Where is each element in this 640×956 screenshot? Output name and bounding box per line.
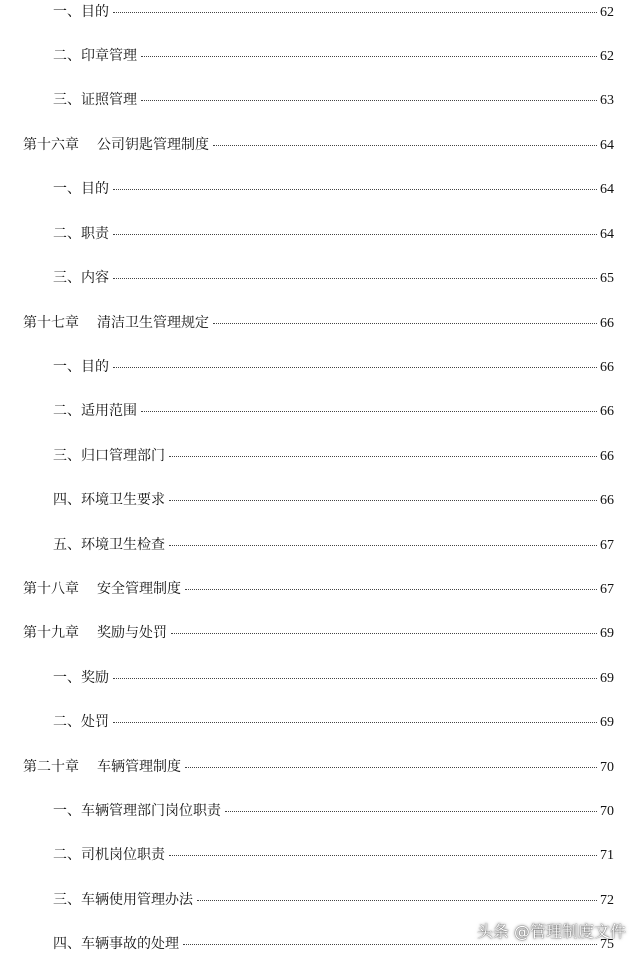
section-title: 目的 bbox=[81, 181, 109, 197]
toc-entry[interactable] bbox=[53, 890, 614, 910]
dot-leader bbox=[113, 367, 597, 368]
section-title: 车辆事故的处理 bbox=[81, 936, 179, 952]
chapter-title: 清洁卫生管理规定 bbox=[97, 315, 209, 331]
toc-entry[interactable] bbox=[53, 2, 614, 22]
dot-leader bbox=[185, 767, 597, 768]
dot-leader bbox=[171, 633, 597, 634]
section-number: 一、 bbox=[53, 4, 81, 20]
toc-entry[interactable] bbox=[53, 535, 614, 555]
page-number: 63 bbox=[600, 93, 614, 108]
chapter-number: 第十八章 bbox=[23, 581, 79, 597]
page-number: 71 bbox=[600, 848, 614, 863]
toc-entry[interactable] bbox=[53, 446, 614, 466]
toc-entry[interactable] bbox=[53, 712, 614, 732]
page-number: 67 bbox=[600, 582, 614, 597]
page-number: 66 bbox=[600, 404, 614, 419]
section-number: 四、 bbox=[53, 936, 81, 952]
toc-entry[interactable] bbox=[53, 224, 614, 244]
toc-chapter[interactable] bbox=[23, 623, 614, 643]
section-number: 二、 bbox=[53, 714, 81, 730]
page-number: 65 bbox=[600, 271, 614, 286]
dot-leader bbox=[141, 56, 597, 57]
dot-leader bbox=[169, 456, 597, 457]
page-number: 66 bbox=[600, 360, 614, 375]
page-number: 66 bbox=[600, 449, 614, 464]
chapter-number: 第十九章 bbox=[23, 625, 79, 641]
toc-chapter[interactable] bbox=[23, 135, 614, 155]
section-number: 二、 bbox=[53, 403, 81, 419]
page-number: 75 bbox=[600, 937, 614, 952]
section-title: 印章管理 bbox=[81, 48, 137, 64]
toc-entry[interactable] bbox=[53, 46, 614, 66]
section-title: 目的 bbox=[81, 4, 109, 20]
dot-leader bbox=[169, 545, 597, 546]
dot-leader bbox=[113, 234, 597, 235]
dot-leader bbox=[213, 145, 597, 146]
section-title: 环境卫生要求 bbox=[81, 492, 165, 508]
page-number: 69 bbox=[600, 626, 614, 641]
page-number: 64 bbox=[600, 182, 614, 197]
chapter-title: 公司钥匙管理制度 bbox=[97, 137, 209, 153]
dot-leader bbox=[113, 722, 597, 723]
section-number: 一、 bbox=[53, 803, 81, 819]
section-title: 证照管理 bbox=[81, 92, 137, 108]
section-number: 四、 bbox=[53, 492, 81, 508]
dot-leader bbox=[141, 100, 597, 101]
dot-leader bbox=[141, 411, 597, 412]
section-number: 五、 bbox=[53, 537, 81, 553]
toc-entry[interactable] bbox=[53, 801, 614, 821]
toc-entry[interactable] bbox=[53, 268, 614, 288]
toc-entry[interactable] bbox=[53, 490, 614, 510]
toc-entry[interactable] bbox=[53, 401, 614, 421]
dot-leader bbox=[113, 189, 597, 190]
dot-leader bbox=[113, 678, 597, 679]
watermark: 头条 @管理制度文件 bbox=[476, 922, 626, 941]
section-title: 内容 bbox=[81, 270, 109, 286]
page-number: 64 bbox=[600, 227, 614, 242]
dot-leader bbox=[225, 811, 597, 812]
toc-entry[interactable] bbox=[53, 845, 614, 865]
section-number: 二、 bbox=[53, 847, 81, 863]
dot-leader bbox=[113, 278, 597, 279]
section-title: 处罚 bbox=[81, 714, 109, 730]
page-number: 70 bbox=[600, 760, 614, 775]
dot-leader bbox=[183, 944, 597, 945]
dot-leader bbox=[169, 855, 597, 856]
page-number: 62 bbox=[600, 49, 614, 64]
toc-chapter[interactable] bbox=[23, 757, 614, 777]
page-number: 69 bbox=[600, 671, 614, 686]
page-number: 70 bbox=[600, 804, 614, 819]
page-number: 64 bbox=[600, 138, 614, 153]
section-number: 二、 bbox=[53, 48, 81, 64]
page-number: 62 bbox=[600, 5, 614, 20]
page-number: 66 bbox=[600, 316, 614, 331]
dot-leader bbox=[197, 900, 597, 901]
section-title: 司机岗位职责 bbox=[81, 847, 165, 863]
toc-entry[interactable] bbox=[53, 668, 614, 688]
section-number: 三、 bbox=[53, 92, 81, 108]
section-number: 一、 bbox=[53, 670, 81, 686]
chapter-number: 第十六章 bbox=[23, 137, 79, 153]
dot-leader bbox=[113, 12, 597, 13]
section-title: 环境卫生检查 bbox=[81, 537, 165, 553]
section-title: 车辆管理部门岗位职责 bbox=[81, 803, 221, 819]
section-title: 职责 bbox=[81, 226, 109, 242]
toc-entry[interactable] bbox=[53, 357, 614, 377]
chapter-title: 安全管理制度 bbox=[97, 581, 181, 597]
toc-entry[interactable] bbox=[53, 90, 614, 110]
toc-chapter[interactable] bbox=[23, 579, 614, 599]
chapter-title: 奖励与处罚 bbox=[97, 625, 167, 641]
section-title: 奖励 bbox=[81, 670, 109, 686]
section-title: 目的 bbox=[81, 359, 109, 375]
dot-leader bbox=[213, 323, 597, 324]
section-title: 车辆使用管理办法 bbox=[81, 892, 193, 908]
section-title: 适用范围 bbox=[81, 403, 137, 419]
section-number: 三、 bbox=[53, 892, 81, 908]
page-number: 66 bbox=[600, 493, 614, 508]
section-number: 二、 bbox=[53, 226, 81, 242]
page-number: 69 bbox=[600, 715, 614, 730]
chapter-number: 第十七章 bbox=[23, 315, 79, 331]
toc-chapter[interactable] bbox=[23, 313, 614, 333]
page-number: 72 bbox=[600, 893, 614, 908]
chapter-title: 车辆管理制度 bbox=[97, 759, 181, 775]
section-title: 归口管理部门 bbox=[81, 448, 165, 464]
page-number: 67 bbox=[600, 538, 614, 553]
chapter-number: 第二十章 bbox=[23, 759, 79, 775]
section-number: 一、 bbox=[53, 359, 81, 375]
toc-entry[interactable] bbox=[53, 179, 614, 199]
dot-leader bbox=[169, 500, 597, 501]
dot-leader bbox=[185, 589, 597, 590]
section-number: 三、 bbox=[53, 448, 81, 464]
section-number: 一、 bbox=[53, 181, 81, 197]
section-number: 三、 bbox=[53, 270, 81, 286]
